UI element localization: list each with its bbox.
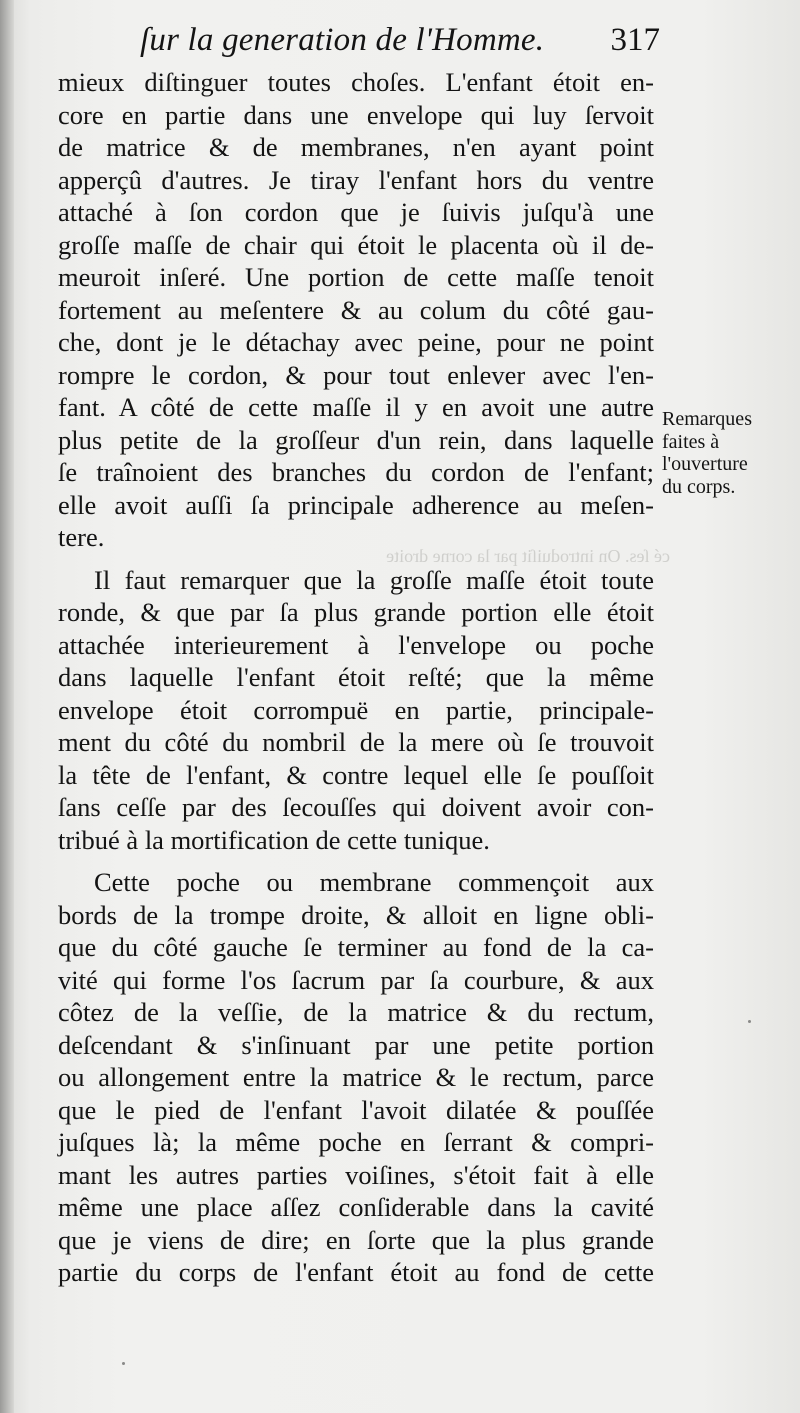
text-line: tribué à la mortification de cette tunique. — [58, 824, 490, 855]
text-line: envelope étoit corrompuë en partie, principale- — [58, 694, 654, 725]
text-line: elle avoit auſſi ſa principale adherence au meſen- — [58, 489, 654, 520]
margin-note-line: faites à — [662, 430, 720, 453]
text-line: même une place aſſez conſiderable dans la cavité — [58, 1192, 654, 1222]
text-line: attachée interieurement à l'envelope ou poche — [58, 629, 654, 660]
text-line: que le pied de l'enfant l'avoit dilatée & pouſſée — [58, 1094, 654, 1125]
text-line: meuroit inſeré. Une portion de cette maſſe tenoit — [58, 262, 654, 292]
body-text — [58, 66, 654, 1289]
text-line: dans laquelle l'enfant étoit reſté; que la même — [58, 662, 654, 692]
show-through-text: cé ſes. On introduiſit par la corne droite — [386, 546, 670, 566]
margin-note — [662, 408, 792, 498]
text-line: Il faut remarquer que la groſſe maſſe étoit toute — [94, 564, 654, 595]
text-line: de matrice & de membranes, n'en ayant point — [58, 132, 654, 162]
text-line: mant les autres parties voiſines, s'étoit fait à elle — [58, 1159, 654, 1190]
text-line: Cette poche ou membrane commençoit aux — [94, 867, 654, 897]
text-line: partie du corps de l'enfant étoit au fond de cette — [58, 1257, 654, 1287]
text-line: che, dont je le détachay avec peine, pour ne point — [58, 327, 654, 357]
text-line: bords de la trompe droite, & alloit en ligne obli- — [58, 899, 654, 930]
text-line: groſſe maſſe de chair qui étoit le placenta où il de- — [58, 229, 654, 260]
text-line: que du côté gauche ſe terminer au fond de la ca- — [58, 932, 654, 962]
text-line: deſcendant & s'inſinuant par une petite portion — [58, 1029, 654, 1060]
text-line: vité qui forme l'os ſacrum par ſa courbure, & aux — [58, 964, 654, 995]
text-line: core en partie dans une envelope qui luy ſervoit — [58, 99, 654, 130]
text-line: juſques là; la même poche en ſerrant & compri- — [58, 1127, 654, 1157]
page-number: 317 — [610, 22, 660, 58]
text-line: rompre le cordon, & pour tout enlever avec l'en- — [58, 359, 654, 390]
paper-speck — [748, 1020, 751, 1023]
text-line: attaché à ſon cordon que je ſuivis juſqu'à une — [58, 197, 654, 227]
text-line: plus petite de la groſſeur d'un rein, dans laquelle — [58, 424, 654, 455]
text-line: la tête de l'enfant, & contre lequel elle ſe pouſſoit — [58, 759, 654, 790]
text-line: ſe traînoient des branches du cordon de l'enfant; — [58, 457, 654, 487]
margin-note-line: Remarques — [662, 408, 752, 430]
text-line: tere. — [58, 522, 105, 552]
text-line: fortement au meſentere & au colum du côté gau- — [58, 294, 654, 325]
text-line: que je viens de dire; en ſorte que la plus grande — [58, 1224, 654, 1255]
text-line: apperçû d'autres. Je tiray l'enfant hors du ventre — [58, 164, 654, 195]
text-line: mieux diſtinguer toutes choſes. L'enfant étoit en- — [58, 67, 654, 97]
margin-note-line: du corps. — [662, 475, 736, 498]
text-line: ou allongement entre la matrice & le rectum, parce — [58, 1062, 654, 1092]
page-header — [140, 22, 660, 66]
text-line: ment du côté du nombril de la mere où ſe trouvoit — [58, 727, 654, 757]
paper-speck — [122, 1362, 125, 1365]
running-title: ſur la generation de l'Homme. — [140, 22, 545, 58]
binding-gutter — [0, 0, 14, 1413]
text-line: ſans ceſſe par des ſecouſſes qui doivent avoir con- — [58, 792, 654, 822]
margin-note-line: l'ouverture — [662, 453, 748, 475]
text-line: ronde, & que par ſa plus grande portion elle étoit — [58, 597, 654, 627]
text-line: côtez de la veſſie, de la matrice & du rectum, — [58, 997, 654, 1027]
text-line: fant. A côté de cette maſſe il y en avoit une autre — [58, 392, 654, 422]
